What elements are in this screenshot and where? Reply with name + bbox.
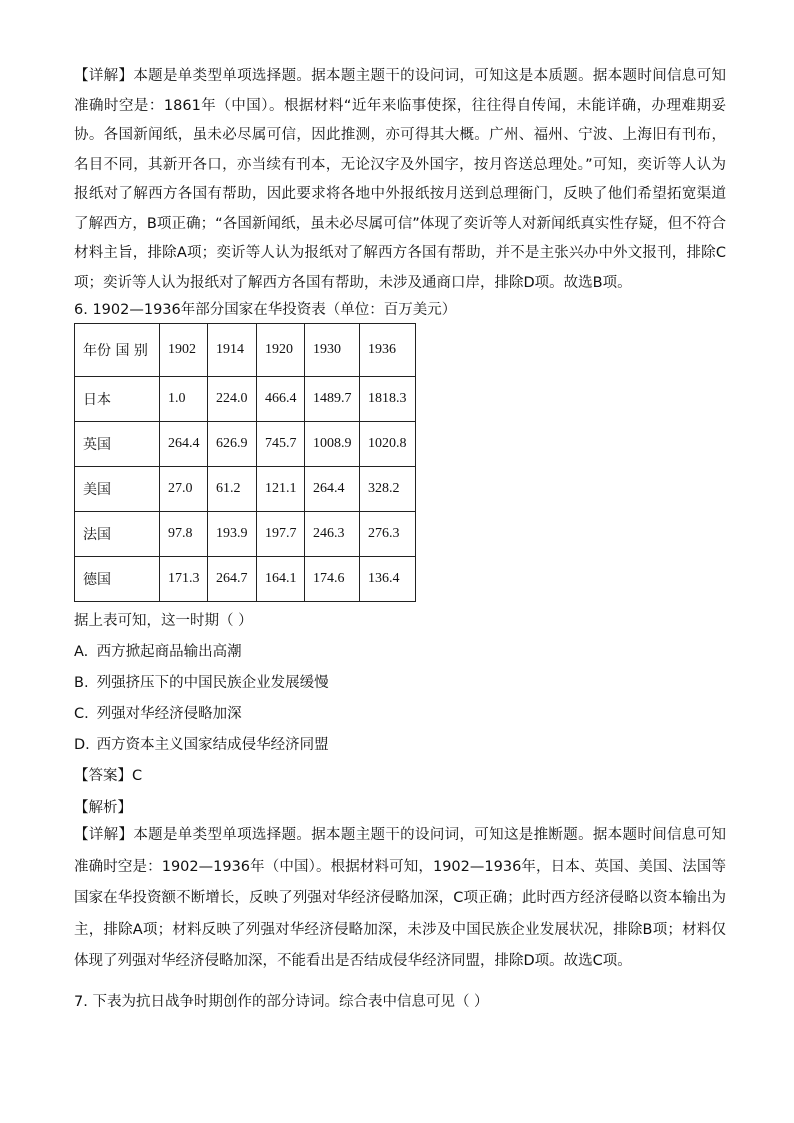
investment-table	[74, 323, 416, 602]
option-letter: C.	[74, 706, 89, 722]
table-row	[75, 467, 416, 512]
option-b	[74, 673, 726, 693]
country-cell: 英国	[75, 422, 160, 467]
year-header: 1902	[160, 324, 208, 377]
value-cell: 264.4	[160, 422, 208, 467]
value-cell: 224.0	[208, 377, 257, 422]
value-cell: 1008.9	[305, 422, 360, 467]
value-cell: 61.2	[208, 467, 257, 512]
detail-text: 本题是单类型单项选择题。据本题主题干的设问词，可知这是推断题。据本题时间信息可知准确时空是：1902—1936年（中国）。根据材料可知，1902—1936年，日本、英国、美国、法国等国家在华投资额不断增长，反映了列强对华经济侵略加深，C项正确；此时西方经济侵略以资本输出为主，排除A项；材料反映了列强对华经济侵略加深，未涉及中国民族企业发展状况，排除B项；材料仅体现了列强对华经济侵略加深，不能看出是否结成侵华经济同盟，排除D项。故选C项。	[74, 827, 727, 969]
option-d	[74, 735, 726, 755]
value-cell: 466.4	[257, 377, 305, 422]
table-row	[75, 422, 416, 467]
country-cell: 美国	[75, 467, 160, 512]
value-cell: 121.1	[257, 467, 305, 512]
value-cell: 27.0	[160, 467, 208, 512]
option-a	[74, 642, 726, 662]
value-cell: 1489.7	[305, 377, 360, 422]
answer-value: C	[132, 768, 143, 784]
table-caption: 6. 1902—1936年部分国家在华投资表（单位：百万美元）	[74, 302, 457, 318]
value-cell: 626.9	[208, 422, 257, 467]
value-cell: 1020.8	[360, 422, 416, 467]
detail-text: 本题是单类型单项选择题。据本题主题干的设问词，可知这是本质题。据本题时间信息可知准确时空是：1861年（中国）。根据材料“近年来临事使探，往往得自传闻，未能详确，办理难期妥协。各国新闻纸，虽未必尽属可信，因此推测，亦可得其大概。广州、福州、宁波、上海旧有刊布，名目不同，其新开各口，亦当续有刊本，无论汉字及外国字，按月咨送总理处。”可知，奕䜣等人认为报纸对了解西方各国有帮助，因此要求将各地中外报纸按月送到总理衙门，反映了他们希望拓宽渠道了解西方，B项正确；“各国新闻纸，虽未必尽属可信”体现了奕䜣等人对新闻纸真实性存疑，但不符合材料主旨，排除A项；奕䜣等人认为报纸对了解西方各国有帮助，并不是主张兴办中外文报刊，排除C项；奕䜣等人认为报纸对了解西方各国有帮助，未涉及通商口岸，排除D项。故选B项。	[74, 68, 727, 291]
value-cell: 136.4	[360, 557, 416, 602]
option-text: 列强挤压下的中国民族企业发展缓慢	[96, 675, 329, 691]
value-cell: 171.3	[160, 557, 208, 602]
country-cell: 法国	[75, 512, 160, 557]
year-header: 1914	[208, 324, 257, 377]
table-row	[75, 557, 416, 602]
table-row	[75, 512, 416, 557]
option-text: 西方掀起商品输出高潮	[96, 644, 242, 660]
value-cell: 164.1	[257, 557, 305, 602]
value-cell: 328.2	[360, 467, 416, 512]
value-cell: 193.9	[208, 512, 257, 557]
option-letter: B.	[74, 675, 89, 691]
table-corner-cell: 年份 国 别	[75, 324, 160, 377]
answer-label: 【答案】	[74, 768, 132, 784]
value-cell: 1.0	[160, 377, 208, 422]
detail-tag: 【详解】	[74, 68, 134, 84]
value-cell: 197.7	[257, 512, 305, 557]
year-header: 1920	[257, 324, 305, 377]
country-cell: 德国	[75, 557, 160, 602]
table-row	[75, 377, 416, 422]
option-text: 西方资本主义国家结成侵华经济同盟	[96, 737, 329, 753]
value-cell: 264.7	[208, 557, 257, 602]
value-cell: 745.7	[257, 422, 305, 467]
question-stem: 据上表可知，这一时期（ ）	[74, 613, 253, 629]
analysis-heading: 【解析】	[74, 800, 132, 816]
value-cell: 97.8	[160, 512, 208, 557]
value-cell: 174.6	[305, 557, 360, 602]
answer-line	[74, 766, 726, 786]
country-cell: 日本	[75, 377, 160, 422]
value-cell: 264.4	[305, 467, 360, 512]
option-letter: D.	[74, 737, 90, 753]
year-header: 1936	[360, 324, 416, 377]
option-c	[74, 704, 726, 724]
explanation-paragraph-q6	[74, 820, 726, 978]
table-header-row	[75, 324, 416, 377]
value-cell: 246.3	[305, 512, 360, 557]
year-header: 1930	[305, 324, 360, 377]
option-text: 列强对华经济侵略加深	[96, 706, 242, 722]
explanation-paragraph-q5	[74, 62, 726, 298]
question-7-stem: 7. 下表为抗日战争时期创作的部分诗词。综合表中信息可见（ ）	[74, 994, 489, 1010]
value-cell: 276.3	[360, 512, 416, 557]
option-letter: A.	[74, 644, 89, 660]
value-cell: 1818.3	[360, 377, 416, 422]
detail-tag: 【详解】	[74, 827, 134, 843]
document-page	[74, 62, 726, 1012]
